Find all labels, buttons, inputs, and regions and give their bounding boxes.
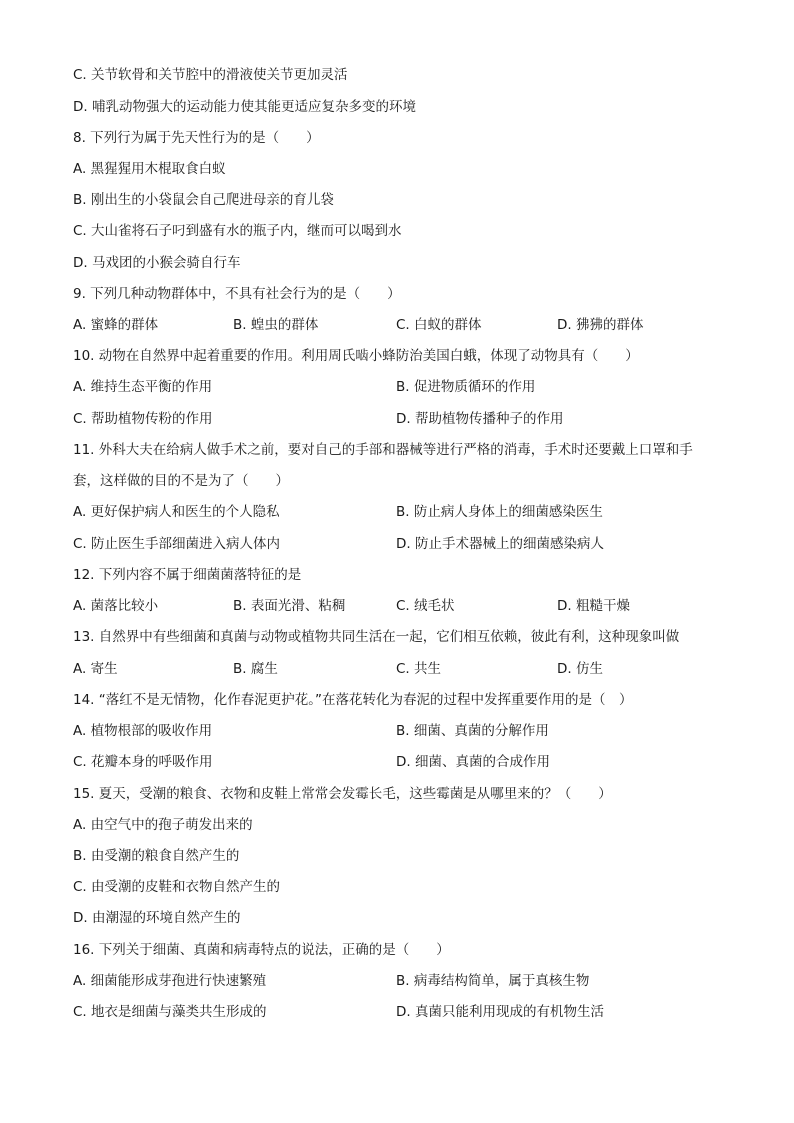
q10-option-b: B. 促进物质循环的作用 xyxy=(396,379,536,395)
q8-option-a: A. 黑猩猩用木棍取食白蚁 xyxy=(73,161,226,177)
q9-option-d: D. 狒狒的群体 xyxy=(557,317,644,333)
q13-option-c: C. 共生 xyxy=(396,661,442,677)
q14-option-b: B. 细菌、真菌的分解作用 xyxy=(396,723,549,739)
q9-option-b: B. 蝗虫的群体 xyxy=(233,317,319,333)
q12-option-c: C. 绒毛状 xyxy=(396,598,455,614)
question-12: 12. 下列内容不属于细菌菌落特征的是 xyxy=(73,567,302,583)
q15-option-b: B. 由受潮的粮食自然产生的 xyxy=(73,848,240,864)
q8-option-d: D. 马戏团的小猴会骑自行车 xyxy=(73,255,241,271)
question-9: 9. 下列几种动物群体中，不具有社会行为的是（ ） xyxy=(73,286,401,302)
q8-option-b: B. 刚出生的小袋鼠会自己爬进母亲的育儿袋 xyxy=(73,192,334,208)
q14-option-a: A. 植物根部的吸收作用 xyxy=(73,723,213,739)
question-14: 14. “落红不是无情物，化作春泥更护花。”在落花转化为春泥的过程中发挥重要作用的是（ ） xyxy=(73,692,633,708)
q10-option-a: A. 维持生态平衡的作用 xyxy=(73,379,213,395)
q10-option-c: C. 帮助植物传粉的作用 xyxy=(73,411,213,427)
question-13: 13. 自然界中有些细菌和真菌与动物或植物共同生活在一起，它们相互依赖，彼此有利，这种现象叫做 xyxy=(73,629,680,645)
q9-option-c: C. 白蚁的群体 xyxy=(396,317,482,333)
q13-option-b: B. 腐生 xyxy=(233,661,278,677)
question-11-line-1: 11. 外科大夫在给病人做手术之前，要对自己的手部和器械等进行严格的消毒，手术时还要戴上口罩和手 xyxy=(73,442,693,458)
q7-option-c: C. 关节软骨和关节腔中的滑液使关节更加灵活 xyxy=(73,67,348,83)
q7-option-d: D. 哺乳动物强大的运动能力使其能更适应复杂多变的环境 xyxy=(73,99,416,115)
question-16: 16. 下列关于细菌、真菌和病毒特点的说法，正确的是（ ） xyxy=(73,942,450,958)
q15-option-d: D. 由潮湿的环境自然产生的 xyxy=(73,910,241,926)
q13-option-a: A. 寄生 xyxy=(73,661,118,677)
q16-option-b: B. 病毒结构简单，属于真核生物 xyxy=(396,973,590,989)
question-8: 8. 下列行为属于先天性行为的是（ ） xyxy=(73,130,320,146)
q11-option-b: B. 防止病人身体上的细菌感染医生 xyxy=(396,504,603,520)
q11-option-c: C. 防止医生手部细菌进入病人体内 xyxy=(73,536,281,552)
q16-option-c: C. 地衣是细菌与藻类共生形成的 xyxy=(73,1004,267,1020)
q12-option-b: B. 表面光滑、粘稠 xyxy=(233,598,346,614)
q11-option-a: A. 更好保护病人和医生的个人隐私 xyxy=(73,504,280,520)
question-15: 15. 夏天，受潮的粮食、衣物和皮鞋上常常会发霉长毛，这些霉菌是从哪里来的？（ ） xyxy=(73,786,612,802)
q14-option-c: C. 花瓣本身的呼吸作用 xyxy=(73,754,213,770)
q16-option-a: A. 细菌能形成芽孢进行快速繁殖 xyxy=(73,973,267,989)
q8-option-c: C. 大山雀将石子叼到盛有水的瓶子内，继而可以喝到水 xyxy=(73,223,402,239)
question-10: 10. 动物在自然界中起着重要的作用。利用周氏啮小蜂防治美国白蛾，体现了动物具有（ ） xyxy=(73,348,639,364)
question-11-line-2: 套，这样做的目的不是为了（ ） xyxy=(73,473,289,489)
q13-option-d: D. 仿生 xyxy=(557,661,603,677)
q9-option-a: A. 蜜蜂的群体 xyxy=(73,317,159,333)
q15-option-c: C. 由受潮的皮鞋和衣物自然产生的 xyxy=(73,879,281,895)
q14-option-d: D. 细菌、真菌的合成作用 xyxy=(396,754,550,770)
q12-option-a: A. 菌落比较小 xyxy=(73,598,159,614)
q11-option-d: D. 防止手术器械上的细菌感染病人 xyxy=(396,536,604,552)
q10-option-d: D. 帮助植物传播种子的作用 xyxy=(396,411,564,427)
q16-option-d: D. 真菌只能利用现成的有机物生活 xyxy=(396,1004,604,1020)
q15-option-a: A. 由空气中的孢子萌发出来的 xyxy=(73,817,253,833)
q12-option-d: D. 粗糙干燥 xyxy=(557,598,630,614)
